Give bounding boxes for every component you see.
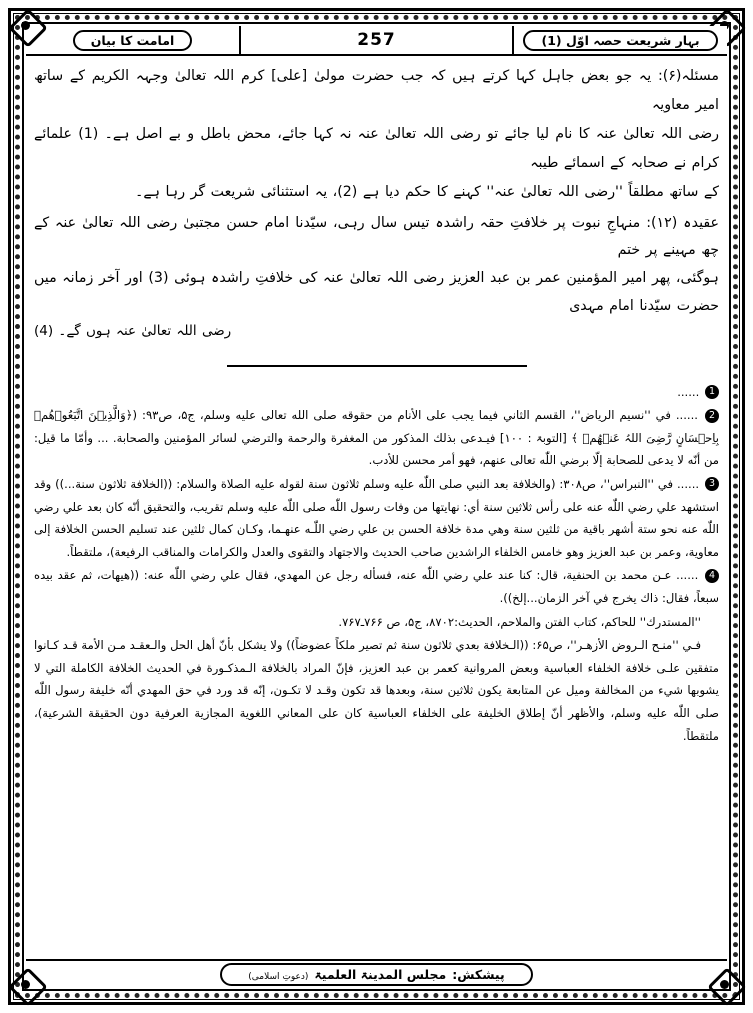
footnote-separator-wrapper	[34, 365, 719, 367]
aqeeda-paragraph	[34, 210, 719, 345]
aqeeda-line-1: عقیدہ (۱۲): منہاجِ نبوت پر خلافتِ حقہ راشدہ تیس سال رہی، سیّدنا امام حسن مجتبیٰ رضی اللہ تعالیٰ عنہ کے چھ مہینے پر ختم	[34, 214, 719, 259]
footnote-item	[34, 404, 719, 472]
aqeeda-line-3: رضی اللہ تعالیٰ عنہ ہوں گے۔ (4)	[34, 323, 232, 340]
footnote-text-2: ...... في ''نسيم الرياض''، القسم الثاني فيما يجب على الأنام من حقوقه صلى الله تعالى عليه وسلم، ج۵، ص۹۳: (﴿وَالَّذِيۡنَ اتَّبَعُوۡهُمۡ بِاِحۡسَانٍ رَّضِیَ اللہُ عَنۡهُمۡ ﴾ [التوبۃ : ۱۰۰] فيـدعى بذلك المذكور من المغفرة والرحمة والترضي لسائر المؤمنين والصحابة. ... وأمّا ما قيل: من أنّه لا يدعى للصحابة إلّا برضي اللّٰه تعالى عنهم، فهو أمر محسن للأدب.	[34, 408, 719, 468]
footnote-item	[34, 473, 719, 563]
footnote-marker-4: 4	[705, 569, 719, 583]
page-footer	[26, 959, 727, 987]
footnote-marker-2: 2	[705, 409, 719, 423]
footnote-item	[34, 381, 719, 404]
footnote-marker-3: 3	[705, 477, 719, 491]
footnote-text-3: ...... في ''النبراس''، ص۳۰۸: (والخلافة بعد النبي صلى اللّٰه عليه وسلم ثلاثون سنة لقوله عليه الصلاة والسلام: ((الخلافة ثلاثون سنة...)) وقد استشهد علي رضي اللّٰه عنه على رأس ثلاثين سنة أي: نهايتها من وفات رسول اللّٰه صلى اللّٰه عليه وسلم تقريب، والتحقيق أنّه كان بعد علي رضي اللّٰه عنه نحو ستة أشهر باقية من ثلثين سنة وهي مدة خلافة الحسن بن علي رضي اللّٰـه عنهـما، وكـان كمال ثلثين عند تسليم الحسن الخلافة إلى معاوية، وعمر بن عبد العزيز وهو خامس الخلفاء الراشدين صاحب الحديث والاجتهاد والتقوى والعدل والكرامات والمناقب الرفيعة)، ملتقطاً.	[34, 476, 719, 559]
masla-paragraph	[34, 62, 719, 208]
footnote-text-4: ...... عـن محمد بن الحنفية، قال: كنا عند علي رضي اللّٰه عنه، فسأله رجل عن المهدي، فقال علي رضي اللّٰه عنه: ((هيهات، ثم عقد بيده سبعاً، فقال: ذاك يخرج في آخر الزمان...إلخ)).	[34, 568, 719, 605]
header-chapter-title: امامت کا بیان	[73, 30, 193, 51]
page-header	[26, 26, 727, 56]
footnote-item	[34, 564, 719, 609]
masla-line-1: مسئلہ(۶): یہ جو بعض جاہل کہا کرتے ہیں کہ جب حضرت مولیٰ [علی] کرم اللہ تعالیٰ وجہہ الکریم کے ساتھ امیر معاویہ	[34, 68, 719, 114]
footer-sub: (دعوتِ اسلامی)	[248, 971, 309, 982]
footnote-extended-commentary: فـي ''منـح الـروض الأزهـر''، ص۶۵: ((الـخلافة بعدي ثلاثون سنة ثم تصير ملكاً عضوضاً)) ولا يشكل بأنّ أهل الحل والـعقـد مـن الأمة قـد كـانوا متفقين علـى خلافة الخلفاء العباسية وبعض المروانية كعمر بن عبد العزيز، فإنّ المراد بالخلافة الـمذكـورة في الحديث الخلافة الكاملة التي لا يشوبها شيء من المخالفة وميل عن المتابعة يكون ثلاثين سنة، وبعدها قد تكون وقـد لا تكـون، إنّه قد ورد في حق المهدي أنّه خليفة رسول اللّٰه صلى اللّٰه عليه وسلم، والأظهر أنّ إطلاق الخليفة على الخلفاء العباسية كان على المعاني اللغوية المجازية العرفية دون الحقيقة الشرعية)، ملتقطاً.	[34, 638, 719, 743]
header-book-title: بہارِ شریعت حصہ اوّل (1)	[523, 30, 717, 51]
footer-org: مجلس المدینۃ العلمیۃ	[314, 966, 447, 982]
header-book-title-cell	[512, 26, 727, 54]
footnote-text-1: ......	[677, 384, 700, 399]
footnote-source-reference: ''المستدرك'' للحاكم، كتاب الفتن والملاحم، الحديث:۸۷۰۲، ج۵، ص ۷۶۶ـ۷۶۷.	[338, 614, 701, 629]
header-page-number: 257	[357, 30, 396, 50]
footer-publisher-pill	[220, 963, 532, 986]
footnote-separator-rule	[227, 365, 527, 367]
footnotes-section	[34, 381, 719, 748]
aqeeda-line-2: ہوگئی، پھر امیر المؤمنین عمر بن عبد العزیز رضی اللہ تعالیٰ عنہ کی خلافتِ راشدہ ہوئی (3) اور آخر زمانہ میں حضرت سیّدنا امام مہدی	[34, 269, 719, 314]
masla-line-2: رضی اللہ تعالیٰ عنہ کا نام لیا جائے تو رضی اللہ تعالیٰ عنہ نہ کہا جائے، محض باطل و بے اصل ہے۔ (1) علمائے کرام نے صحابہ کے اسمائے طیبہ	[34, 126, 719, 172]
footnote-marker-1: 1	[705, 385, 719, 399]
footer-label: پیشکش:	[452, 966, 505, 982]
masla-line-3: کے ساتھ مطلقاً ''رضی اللہ تعالیٰ عنہ'' کہنے کا حکم دیا ہے (2)، یہ استثنائی شریعت گر رہا ہے۔	[135, 184, 719, 201]
page-content	[34, 62, 719, 955]
header-chapter-title-cell	[26, 26, 241, 54]
